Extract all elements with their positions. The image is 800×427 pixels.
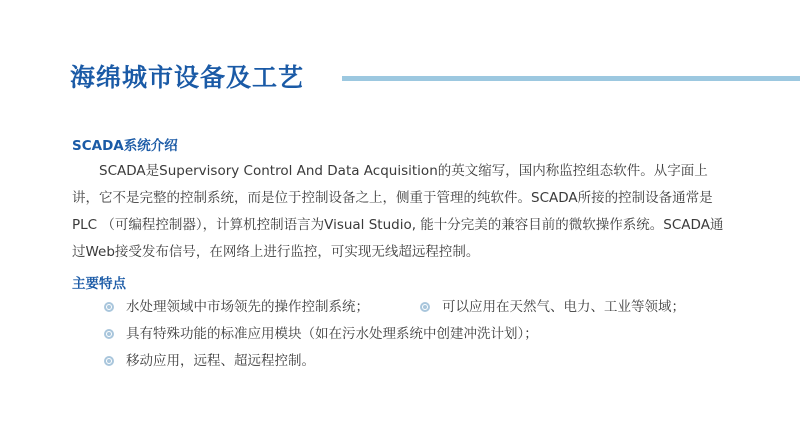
feature-item: [104, 297, 369, 317]
feature-item: [104, 324, 538, 344]
features-section-heading: 主要特点: [72, 276, 126, 292]
feature-item: [104, 351, 315, 371]
feature-item-text: 水处理领域中市场领先的操作控制系统；: [126, 299, 369, 315]
feature-item: [420, 297, 685, 317]
feature-item-text: 具有特殊功能的标准应用模块（如在污水处理系统中创建冲洗计划）；: [126, 326, 538, 342]
circle-bullet-icon: [104, 329, 114, 339]
scada-section-heading: SCADA系统介绍: [72, 138, 178, 154]
title-divider: [342, 76, 800, 81]
circle-bullet-icon: [420, 302, 430, 312]
circle-bullet-icon: [104, 302, 114, 312]
feature-item-text: 移动应用，远程、超远程控制。: [126, 353, 315, 369]
feature-item-text: 可以应用在天然气、电力、工业等领域；: [442, 299, 685, 315]
header: [70, 58, 800, 98]
page-title: 海绵城市设备及工艺: [70, 63, 305, 92]
circle-bullet-icon: [104, 356, 114, 366]
scada-intro-paragraph: SCADA是Supervisory Control And Data Acquisition的英文缩写，国内称监控组态软件。从字面上讲，它不是完整的控制系统，而是位于控制设备之上，侧重于管理的纯软件。SCADA所接的控制设备通常是PLC （可编程控制器），计算机控制语言为Visual Studio, 能十分完美的兼容目前的微软操作系统。SCADA通过Web接受发布信号，在网络上进行监控，可实现无线超远程控制。: [72, 163, 724, 260]
